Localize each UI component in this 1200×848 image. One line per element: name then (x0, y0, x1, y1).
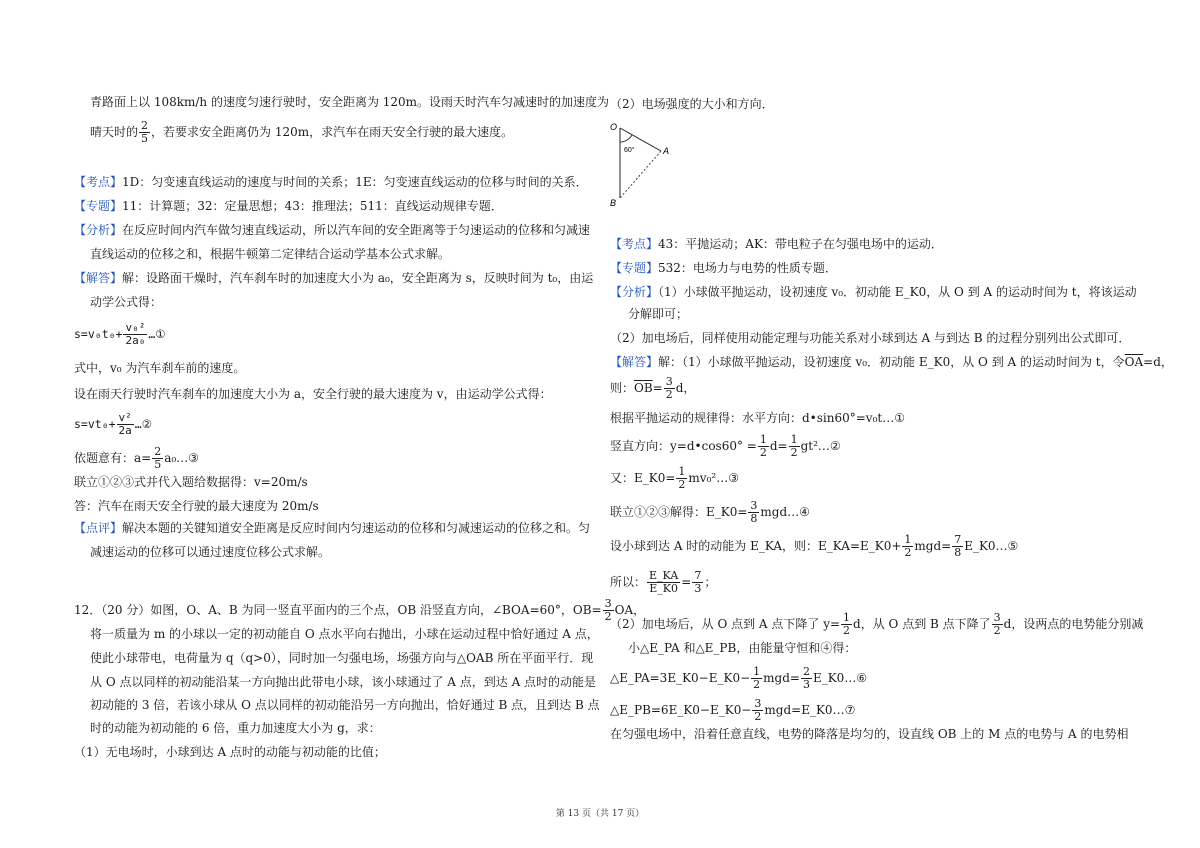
jieda-cont: 动学公式得： (90, 295, 163, 309)
label-o: O (610, 122, 618, 132)
kaodian: 【考点】1D：匀变速直线运动的速度与时间的关系；1E：匀变速直线运动的位移与时间的关系． (74, 175, 588, 189)
fenxi-cont: 分解即可； (628, 307, 689, 321)
zhuanti-tag: 【专题】 (610, 261, 659, 275)
question-sub-1: （1）无电场时，小球到达 A 点时的动能与初动能的比值； (74, 745, 386, 759)
text-line: 根据平抛运动的规律得：水平方向：d•sin60°=v₀t…① (610, 411, 905, 425)
text-line: 小△E_PA 和△E_PB，由能量守恒和④得： (628, 641, 857, 655)
fenxi-tag: 【分析】 (74, 223, 123, 237)
equation-7: △E_PB=6E_K0−E_K0− $\frac{3}{2}$ mgd=E_K0…⑦ (610, 697, 856, 723)
equation-ob: 则：$\overline{OB}=$ $\frac{3}{2}$ d， (610, 375, 696, 401)
question-sub-2: （2）电场强度的大小和方向． (610, 97, 774, 111)
fenxi-cont: 直线运动的位移之和，根据牛顿第二定律结合运动学基本公式求解。 (90, 247, 451, 261)
kaodian-tag: 【考点】 (74, 175, 123, 189)
zhuanti-tag: 【专题】 (74, 199, 123, 213)
label-angle: 60° (624, 147, 635, 154)
equation-2: s=vt₀+ $\frac{\text{v²}}{2a}$ …② (74, 411, 153, 437)
dianping-tag: 【点评】 (74, 521, 123, 535)
jieda: 【解答】解：设路面干燥时，汽车刹车时的加速度大小为 a₀，安全距离为 s，反映时间为 t₀，由运 (74, 271, 594, 285)
question-text: 将一质量为 m 的小球以一定的初动能自 O 点水平向右抛出，小球在运动过程中恰好通过 A 点， (90, 627, 599, 641)
jieda-tag: 【解答】 (74, 271, 123, 285)
question-12: 12．（20 分）如图，O、A、B 为同一竖直平面内的三个点，OB 沿竖直方向，∠BOA=60°，OB= $\frac{3}{2}$ OA， (74, 597, 646, 623)
kaodian-tag: 【考点】 (610, 237, 659, 251)
kaodian: 【考点】43：平抛运动；AK：带电粒子在匀强电场中的运动． (610, 237, 943, 251)
segment-ab (620, 151, 661, 198)
equation-2: 竖直方向：y=d•cos60° = $\frac{1}{2}$ d= $\frac{1}{2}$ gt²…② (610, 433, 841, 459)
fenxi: 【分析】（1）小球做平抛运动，设初速度 v₀．初动能 E_K0，从 O 到 A 的运动时间为 t，将该运动 (610, 285, 1137, 299)
fenxi: 【分析】在反应时间内汽车做匀速直线运动，所以汽车间的安全距离等于匀速运动的位移和匀减速 (74, 223, 591, 237)
text-line: 设在雨天行驶时汽车刹车的加速度大小为 a，安全行驶的最大速度为 v，由运动学公式得： (74, 387, 552, 401)
equation-3: 依题意有：a= $\frac{2}{5}$ a₀…③ (74, 445, 199, 471)
equation-3: 又：E_K0= $\frac{1}{2}$ mv₀²…③ (610, 465, 739, 491)
zhuanti: 【专题】532：电场力与电势的性质专题． (610, 261, 837, 275)
dianping: 【点评】解决本题的关键知道安全距离是反应时间内匀速运动的位移和匀减速运动的位移之和。匀 (74, 521, 591, 535)
text-line: 联立①②③式并代入题给数据得：v=20m/s (74, 475, 308, 489)
equation-5: 设小球到达 A 时的动能为 E_KA，则：E_KA=E_K0+ $\frac{1}{2}$ mgd= $\frac{7}{8}$ E_K0…⑤ (610, 533, 1019, 559)
question-text: 使此小球带电，电荷量为 q（q>0），同时加一匀强电场，场强方向与△OAB 所在平面平行．现 (90, 651, 594, 665)
dianping-cont: 减速运动的位移可以通过速度位移公式求解。 (90, 545, 331, 559)
equation-4: 联立①②③解得：E_K0= $\frac{3}{8}$ mgd…④ (610, 499, 810, 525)
page-footer: 第 13 页（共 17 页） (555, 809, 645, 819)
text-line: 在匀强电场中，沿着任意直线，电势的降落是均匀的，设直线 OB 上的 M 点的电势与 A 的电势相 (610, 727, 1129, 741)
text-line: 式中，v₀ 为汽车刹车前的速度。 (74, 361, 246, 375)
jieda-tag: 【解答】 (610, 355, 659, 369)
fenxi-tag: 【分析】 (610, 285, 659, 299)
question-text: 从 O 点以同样的初动能沿某一方向抛出此带电小球，该小球通过了 A 点，到达 A 点时的动能是 (90, 675, 597, 689)
zhuanti: 【专题】11：计算题；32：定量思想；43：推理法；511：直线运动规律专题． (74, 199, 503, 213)
jieda: 【解答】解：（1）小球做平抛运动，设初速度 v₀．初动能 E_K0，从 O 到 A 的运动时间为 t，令$\overline{OA}=d$， (610, 355, 1173, 369)
text-line: （2）加电场后，从 O 点到 A 点下降了 y= $\frac{1}{2}$ d，从 O 点到 B 点下降了 $\frac{3}{2}$ d，设两点的电势能分别减 (610, 611, 1144, 637)
equation-1: s=v₀t₀+ $\frac{\text{v₀²}}{\text{2a₀}}$ …① (74, 321, 166, 347)
angle-arc (620, 135, 632, 142)
answer: 答：汽车在雨天安全行驶的最大速度为 20m/s (74, 499, 319, 513)
geometry-figure (606, 118, 686, 208)
ratio-result: 所以： $\frac{E\_KA}{E\_K0}$ = $\frac{7}{3}$ ； (610, 569, 717, 595)
question-text: 初动能的 3 倍，若该小球从 O 点以同样的初动能沿另一方向抛出，恰好通过 B 点，且到达 B 点 (90, 698, 600, 712)
problem-text: 青路面上以 108km/h 的速度匀速行驶时，安全距离为 120m。设雨天时汽车匀减速时的加速度为 (90, 95, 610, 109)
question-text: 时的动能为初动能的 6 倍，重力加速度大小为 g，求： (90, 721, 381, 735)
fraction: $\frac{2}{5}$ (141, 119, 149, 145)
label-b: B (610, 198, 617, 208)
equation-6: △E_PA=3E_K0−E_K0− $\frac{1}{2}$ mgd= $\frac{2}{3}$ E_K0…⑥ (610, 665, 868, 691)
fenxi-cont: （2）加电场后，同样使用动能定理与功能关系对小球到达 A 与到达 B 的过程分别列出公式即可． (610, 331, 1131, 345)
problem-text: 晴天时的 $\frac{2}{5}$ ，若要求安全距离仍为 120m，求汽车在雨天安全行驶的最大速度。 (90, 119, 514, 145)
label-a: A (663, 146, 670, 156)
